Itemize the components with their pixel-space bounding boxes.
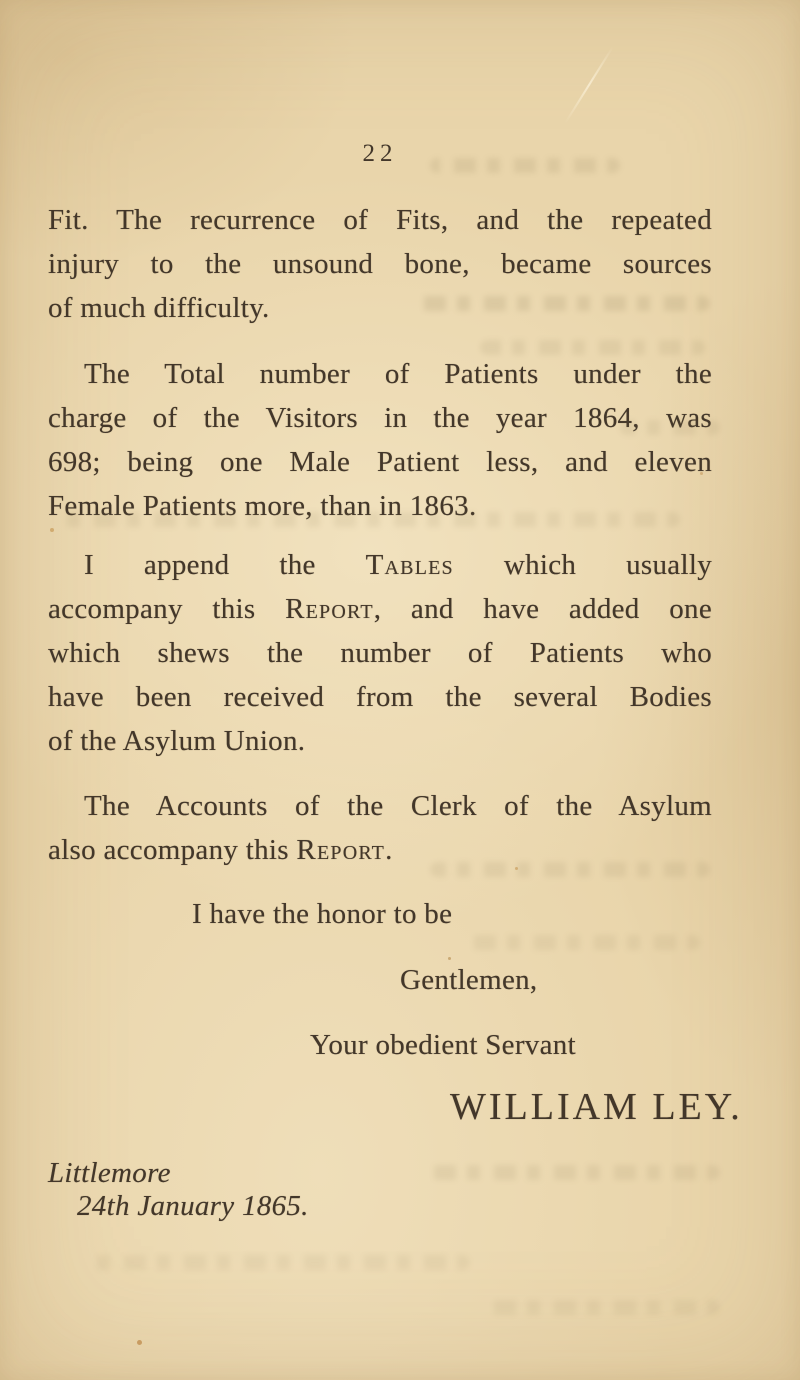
text-line: The Accounts of the Clerk of the Asylum [84,790,712,822]
text-line: injury to the unsound bone, became sources [48,248,712,280]
signature-name: WILLIAM LEY. [450,1086,743,1128]
show-through-smudge [90,1255,470,1270]
small-caps-word: Tables [365,549,454,581]
text-line [48,828,712,872]
text-line: The Total number of Patients under the [84,358,712,390]
text-run: , and have added one [373,593,712,625]
text-line [48,587,712,631]
text-line: 698; being one Male Patient less, and eleven [48,446,712,478]
dateline-date: 24th January 1865. [77,1190,309,1222]
dateline-place: Littlemore [48,1157,171,1189]
paragraph-append-tables [48,543,712,763]
foxing-speck [50,528,54,532]
text-run: accompany this [48,593,286,625]
show-through-smudge [430,1165,720,1180]
text-line: charge of the Visitors in the year 1864, was [48,402,712,434]
text-line: Fit. The recurrence of Fits, and the repeated [48,204,712,236]
small-caps-word: Report [285,593,374,625]
closing-honor-line: I have the honor to be [192,898,453,930]
text-line: Female Patients more, than in 1863. [48,490,477,522]
show-through-smudge [470,935,700,950]
foxing-speck [137,1340,142,1345]
small-caps-word: Report [296,834,386,866]
closing-servant-line: Your obedient Servant [310,1029,576,1061]
paragraph-fit-recurrence [48,198,712,330]
show-through-smudge [480,1300,720,1315]
text-line: of much difficulty. [48,292,270,324]
closing-salutation: Gentlemen, [400,964,538,996]
text-line [48,543,712,587]
text-run: . [385,834,393,866]
page-number: 22 [362,140,398,167]
paragraph-accounts [48,784,712,872]
text-line: which shews the number of Patients who [48,637,712,669]
paragraph-total-patients [48,352,712,528]
text-run: I append the [84,549,366,581]
text-run: which usually [453,549,712,581]
text-line: of the Asylum Union. [48,725,306,757]
text-run: also accompany this [48,834,297,866]
paper-fiber-scratch [564,46,613,123]
text-line: have been received from the several Bodies [48,681,712,713]
